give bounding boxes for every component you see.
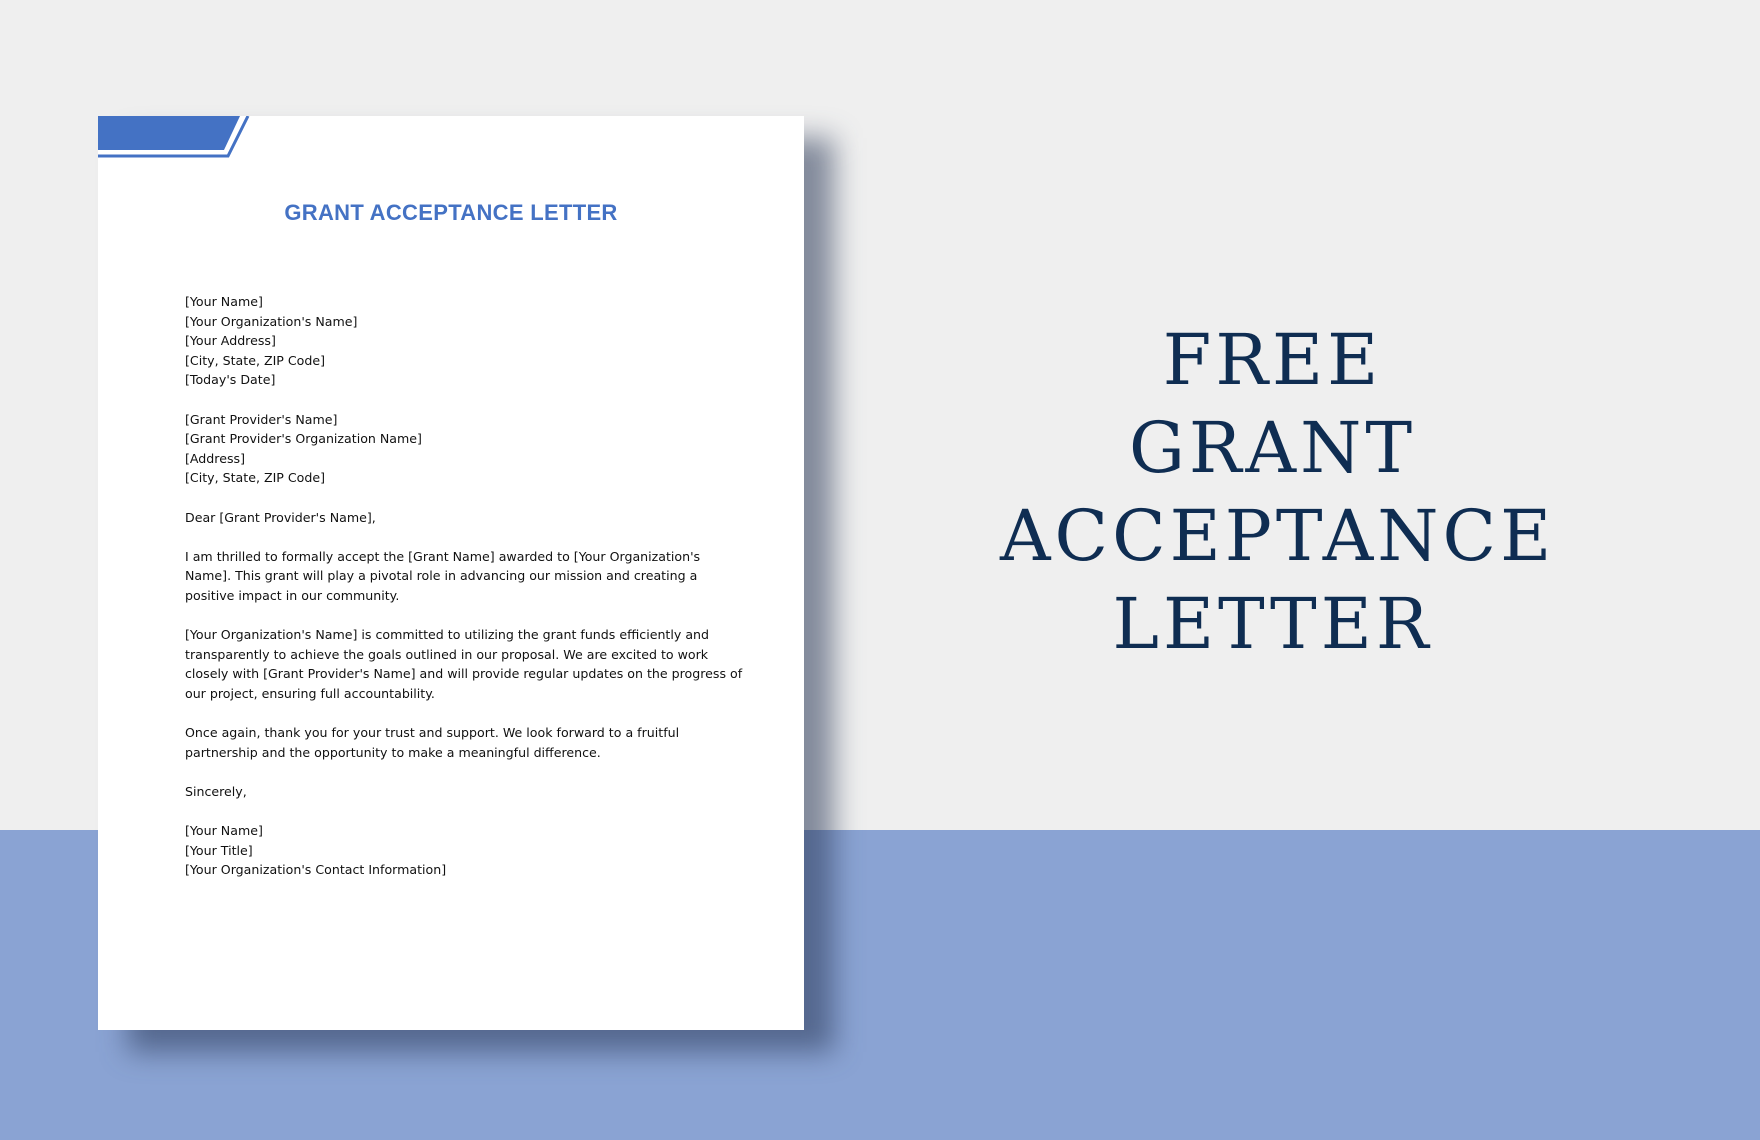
body-paragraph-1: I am thrilled to formally accept the [Grant Name] awarded to [Your Organization's Name]. This grant will play a pivotal role in advancing our mission and creating a positive impact in our community. [185, 548, 701, 603]
corner-accent-shape [98, 116, 258, 160]
sender-city-state-zip: [City, State, ZIP Code] [185, 352, 326, 368]
sender-organization: [Your Organization's Name] [185, 313, 358, 329]
salutation: Dear [Grant Provider's Name], [185, 509, 376, 525]
body-paragraph-2: [Your Organization's Name] is committed to utilizing the grant funds efficiently and transparently to achieve the goals outlined in our proposal. We are excited to work closely with [Grant Provider's Name] and will provide regular updates on the progress of our project, ensuring full accountability. [185, 627, 743, 701]
letter-document-preview [98, 116, 804, 1030]
body-paragraph-3: Once again, thank you for your trust and support. We look forward to a fruitful partnership and the opportunity to make a meaningful difference. [185, 725, 680, 760]
promo-headline [1000, 316, 1556, 668]
recipient-address-block [185, 410, 745, 488]
sender-address: [Your Address] [185, 333, 276, 349]
letter-date: [Today's Date] [185, 372, 276, 388]
signature-block [185, 821, 745, 880]
headline-line-4: LETTER [1112, 583, 1433, 665]
recipient-organization: [Grant Provider's Organization Name] [185, 431, 422, 447]
headline-line-2: GRANT [1128, 407, 1417, 489]
closing: Sincerely, [185, 783, 247, 799]
document-title: GRANT ACCEPTANCE LETTER [284, 200, 618, 225]
letter-body [185, 292, 745, 899]
signature-contact-info: [Your Organization's Contact Information] [185, 862, 447, 878]
headline-line-3: ACCEPTANCE [1000, 495, 1556, 577]
headline-line-1: FREE [1162, 319, 1383, 401]
recipient-address: [Address] [185, 450, 245, 466]
signature-title: [Your Title] [185, 842, 253, 858]
sender-address-block [185, 292, 745, 390]
recipient-name: [Grant Provider's Name] [185, 411, 338, 427]
sender-name: [Your Name] [185, 294, 263, 309]
recipient-city-state-zip: [City, State, ZIP Code] [185, 470, 326, 486]
signature-name: [Your Name] [185, 823, 263, 839]
